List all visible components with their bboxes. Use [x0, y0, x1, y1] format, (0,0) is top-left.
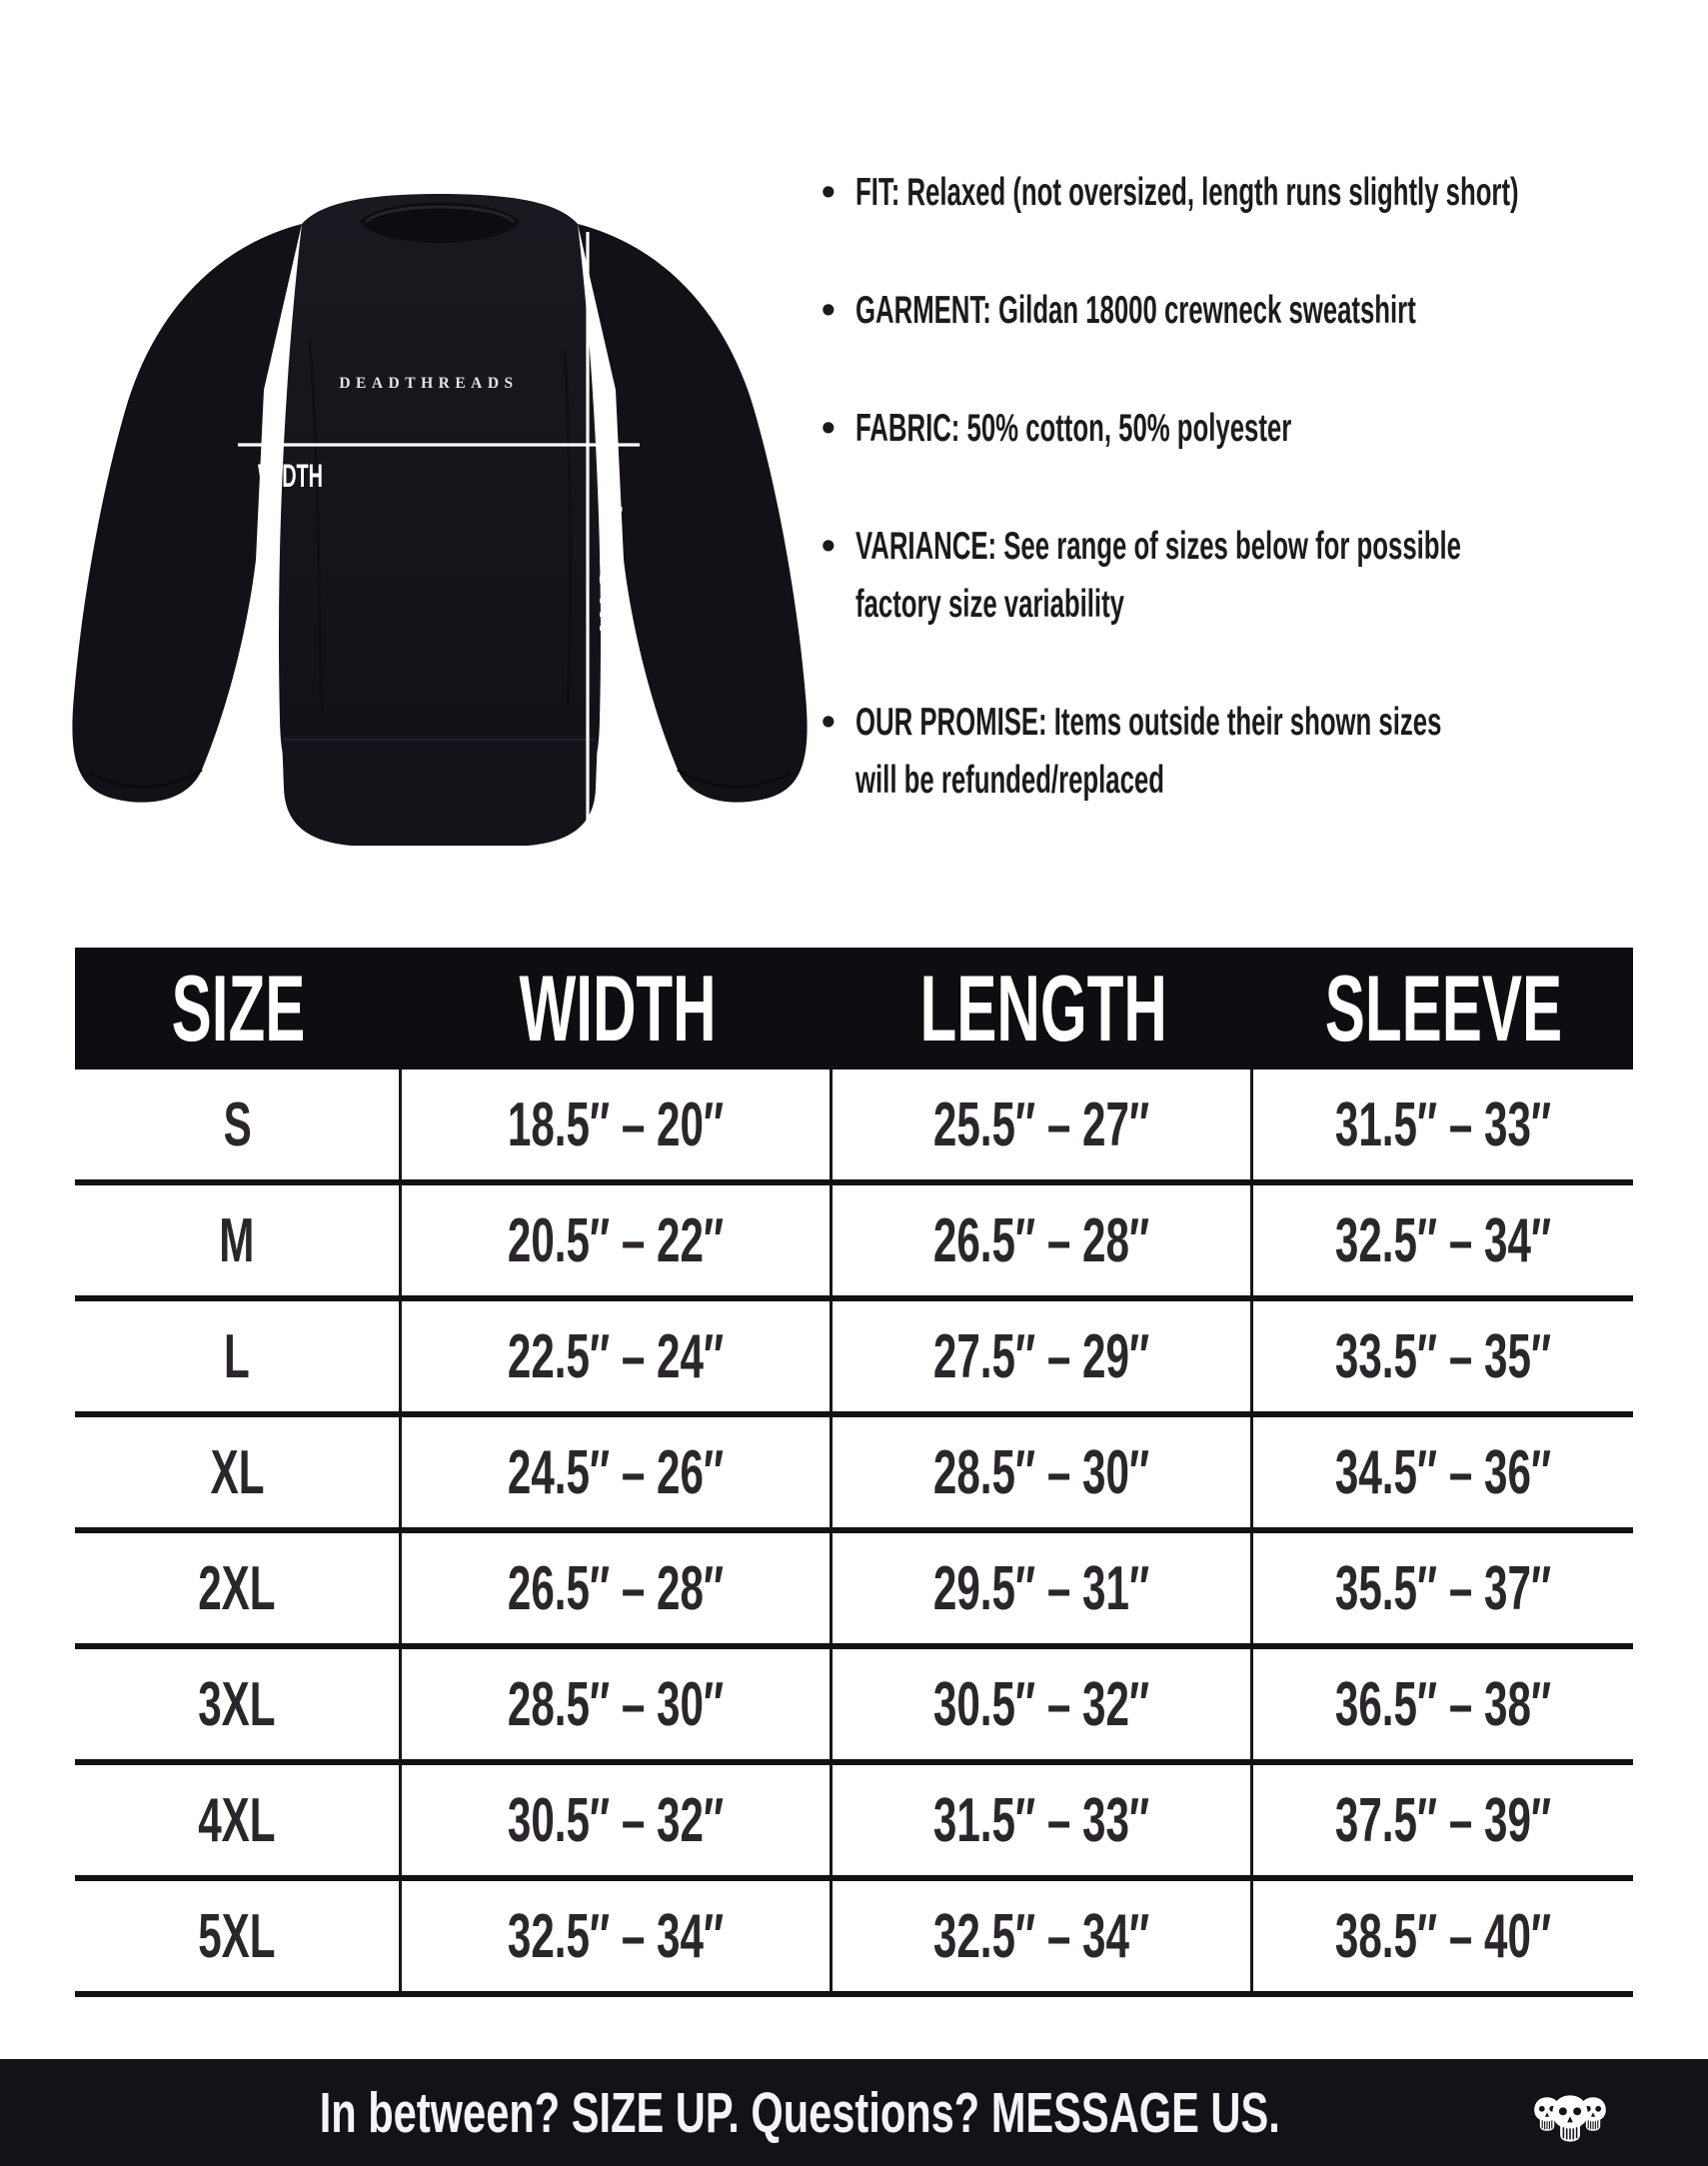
bullet-icon: • [822, 171, 836, 214]
note-fabric [822, 400, 1681, 458]
cell-size: M [75, 1185, 402, 1295]
note-line: will be refunded/replaced [855, 759, 1164, 802]
note-line: GARMENT: Gildan 18000 crewneck sweatshirt [855, 289, 1416, 332]
bullet-icon: • [822, 407, 836, 450]
table-row [75, 1533, 1633, 1649]
width-label: WIDTH [258, 458, 323, 494]
table-row [75, 1417, 1633, 1533]
shirt-body [279, 194, 601, 794]
bullet-icon: • [822, 701, 836, 744]
cell-length: 26.5″ – 28″ [833, 1185, 1253, 1295]
cell-size: 2XL [75, 1533, 402, 1643]
note-line: OUR PROMISE: Items outside their shown sizes [855, 701, 1442, 744]
cell-width: 20.5″ – 22″ [402, 1185, 833, 1295]
brand-print: DEADTHREADS [339, 375, 519, 392]
table-row [75, 1881, 1633, 1997]
cell-width: 28.5″ – 30″ [402, 1649, 833, 1759]
cell-length: 31.5″ – 33″ [833, 1765, 1253, 1875]
footer-message: In between? SIZE UP. Questions? MESSAGE US. [319, 2080, 1281, 2145]
cell-size: 3XL [75, 1649, 402, 1759]
cell-size: XL [75, 1417, 402, 1527]
length-label: LENGTH [593, 505, 629, 637]
note-line: factory size variability [855, 583, 1124, 626]
cell-width: 32.5″ – 34″ [402, 1881, 833, 1991]
cell-length: 27.5″ – 29″ [833, 1301, 1253, 1411]
header-length: LENGTH [919, 956, 1167, 1061]
table-row [75, 1070, 1633, 1185]
sweatshirt-illustration [60, 140, 820, 860]
header-size: SIZE [171, 956, 306, 1061]
cell-length: 32.5″ – 34″ [833, 1881, 1253, 1991]
bullet-icon: • [822, 525, 836, 568]
cell-length: 30.5″ – 32″ [833, 1649, 1253, 1759]
note-promise [822, 694, 1681, 810]
left-sleeve [72, 224, 302, 803]
sweatshirt-svg [60, 140, 820, 860]
cell-size: L [75, 1301, 402, 1411]
cell-width: 24.5″ – 26″ [402, 1417, 833, 1527]
cell-sleeve: 37.5″ – 39″ [1335, 1785, 1552, 1855]
hem-band [282, 736, 598, 846]
table-header-row [75, 948, 1633, 1070]
cell-length: 28.5″ – 30″ [833, 1417, 1253, 1527]
cell-sleeve: 32.5″ – 34″ [1335, 1205, 1552, 1275]
cell-size: S [75, 1070, 402, 1179]
size-chart-table [75, 948, 1633, 1997]
note-line: VARIANCE: See range of sizes below for possible [855, 525, 1461, 568]
cell-width: 22.5″ – 24″ [402, 1301, 833, 1411]
header-width: WIDTH [519, 956, 717, 1061]
cell-sleeve: 38.5″ – 40″ [1335, 1901, 1552, 1971]
cell-sleeve: 34.5″ – 36″ [1335, 1437, 1552, 1507]
product-notes [822, 164, 1681, 870]
table-row [75, 1649, 1633, 1765]
cell-width: 18.5″ – 20″ [402, 1070, 833, 1179]
note-variance [822, 518, 1681, 634]
cell-sleeve: 36.5″ – 38″ [1335, 1669, 1552, 1739]
footer-bar [0, 2059, 1708, 2166]
note-line: FABRIC: 50% cotton, 50% polyester [855, 407, 1292, 450]
table-row [75, 1301, 1633, 1417]
cell-size: 5XL [75, 1881, 402, 1991]
three-skulls-logo [1524, 2082, 1616, 2144]
cell-sleeve: 33.5″ – 35″ [1335, 1321, 1552, 1391]
cell-sleeve: 31.5″ – 33″ [1335, 1089, 1552, 1159]
note-line: FIT: Relaxed (not oversized, length runs slightly short) [855, 171, 1519, 214]
header-sleeve: SLEEVE [1324, 956, 1562, 1061]
table-row [75, 1765, 1633, 1881]
note-garment [822, 282, 1681, 340]
cell-size: 4XL [75, 1765, 402, 1875]
cell-length: 29.5″ – 31″ [833, 1533, 1253, 1643]
note-fit [822, 164, 1681, 222]
table-row [75, 1185, 1633, 1301]
cell-width: 26.5″ – 28″ [402, 1533, 833, 1643]
cell-sleeve: 35.5″ – 37″ [1335, 1553, 1552, 1623]
cell-width: 30.5″ – 32″ [402, 1765, 833, 1875]
cell-length: 25.5″ – 27″ [833, 1070, 1253, 1179]
bullet-icon: • [822, 289, 836, 332]
